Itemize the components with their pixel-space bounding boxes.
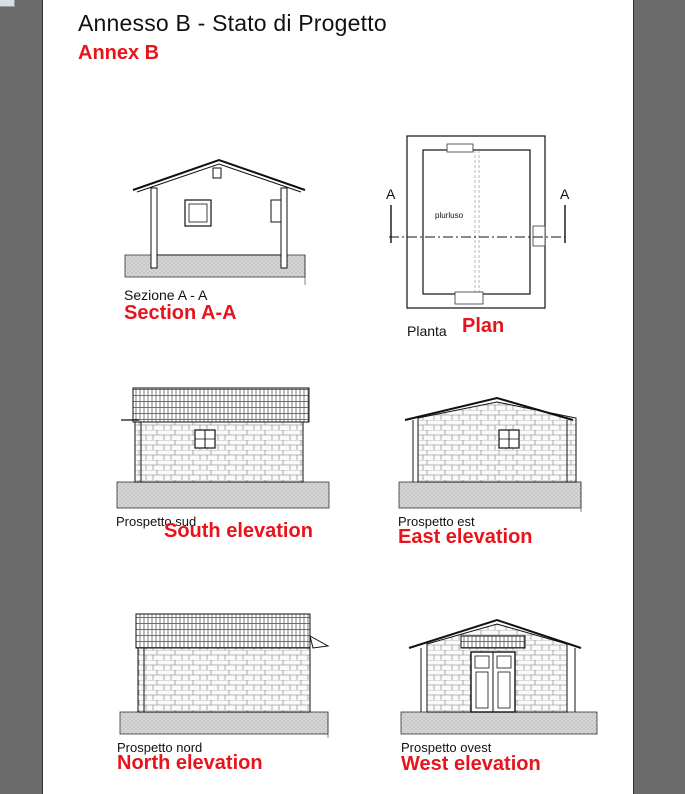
east-elevation-label-translation: East elevation [398, 526, 533, 548]
plan-section-marker-right: A [560, 186, 570, 202]
section-label: Sezione A - A [124, 287, 208, 303]
plan-drawing [389, 136, 565, 308]
south-elevation-label: Prospetto sud [116, 514, 197, 529]
south-elevation-label-translation: South elevation [164, 520, 313, 542]
drawings-canvas [43, 0, 633, 794]
west-elevation-label-translation: West elevation [401, 753, 541, 775]
west-elevation-label: Prospetto ovest [401, 740, 492, 755]
east-elevation-drawing [399, 398, 581, 512]
plan-label: Planta [407, 323, 447, 339]
north-elevation-label: Prospetto nord [117, 740, 203, 755]
east-elevation-label: Prospetto est [398, 514, 475, 529]
west-elevation-drawing [401, 620, 597, 734]
north-elevation-label-translation: North elevation [117, 752, 263, 774]
document-page [42, 0, 634, 794]
section-label-translation: Section A-A [124, 302, 237, 324]
plan-room-label: plurluso [435, 211, 464, 220]
section-drawing [125, 160, 305, 285]
north-elevation-drawing [120, 614, 328, 738]
south-elevation-drawing [117, 388, 329, 508]
plan-label-translation: Plan [462, 315, 505, 337]
plan-section-marker-left: A [386, 186, 396, 202]
page-title-translation: Annex B [78, 42, 160, 64]
page-title: Annesso B - Stato di Progetto [78, 10, 387, 36]
window-corner-marker [0, 0, 15, 7]
